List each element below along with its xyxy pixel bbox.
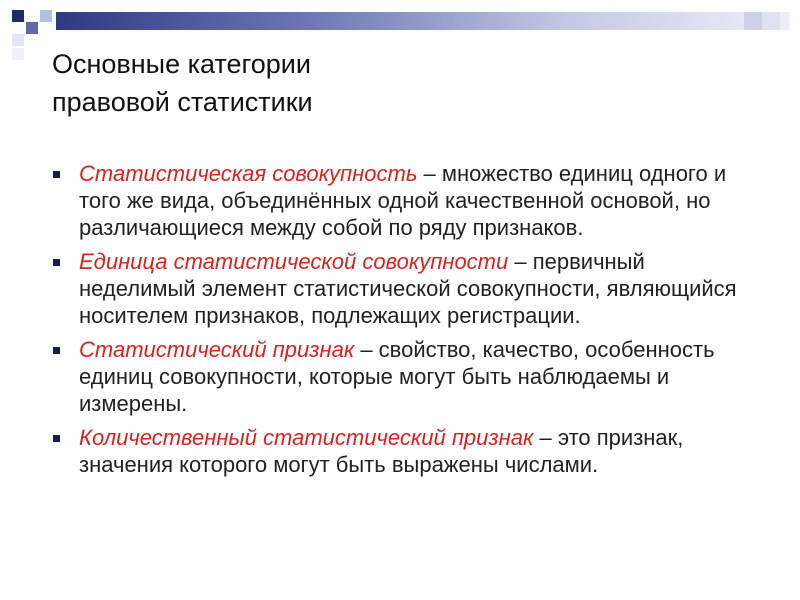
- square-bullet-icon: [53, 171, 60, 178]
- decor-square-1: [12, 10, 24, 22]
- definition: – первичный неделимый элемент статистической совокупности, являющийся носителем признаков, подлежащих регистрации.: [79, 249, 737, 328]
- list-item: [52, 336, 742, 417]
- list-item: [52, 424, 742, 478]
- decor-square-3: [40, 10, 52, 22]
- decor-square-top-2: [744, 12, 762, 30]
- decor-square-5: [12, 48, 24, 60]
- title-line-1: Основные категории: [52, 49, 311, 79]
- decor-square-4: [12, 34, 24, 46]
- term: Статистический признак: [79, 337, 355, 362]
- decor-square-top-1: [762, 12, 780, 30]
- term: Количественный статистический признак: [79, 425, 534, 450]
- top-gradient-bar: [56, 12, 790, 30]
- term: Единица статистической совокупности: [79, 249, 509, 274]
- square-bullet-icon: [53, 435, 60, 442]
- square-bullet-icon: [53, 347, 60, 354]
- definition: – свойство, качество, особенность единиц совокупности, которые могут быть наблюдаемы и измерены.: [79, 337, 715, 416]
- term: Статистическая совокупность: [79, 161, 418, 186]
- definition: – множество единиц одного и того же вида, объединённых одной качественной основой, но различающиеся между собой по ряду признаков.: [79, 161, 727, 240]
- title-line-2: правовой статистики: [52, 87, 313, 117]
- definition: – это признак, значения которого могут быть выражены числами.: [79, 425, 684, 477]
- slide-title: [52, 45, 752, 121]
- decor-square-2: [26, 22, 38, 34]
- bullet-list: [52, 160, 742, 485]
- square-bullet-icon: [53, 259, 60, 266]
- list-item: [52, 248, 742, 329]
- list-item: [52, 160, 742, 241]
